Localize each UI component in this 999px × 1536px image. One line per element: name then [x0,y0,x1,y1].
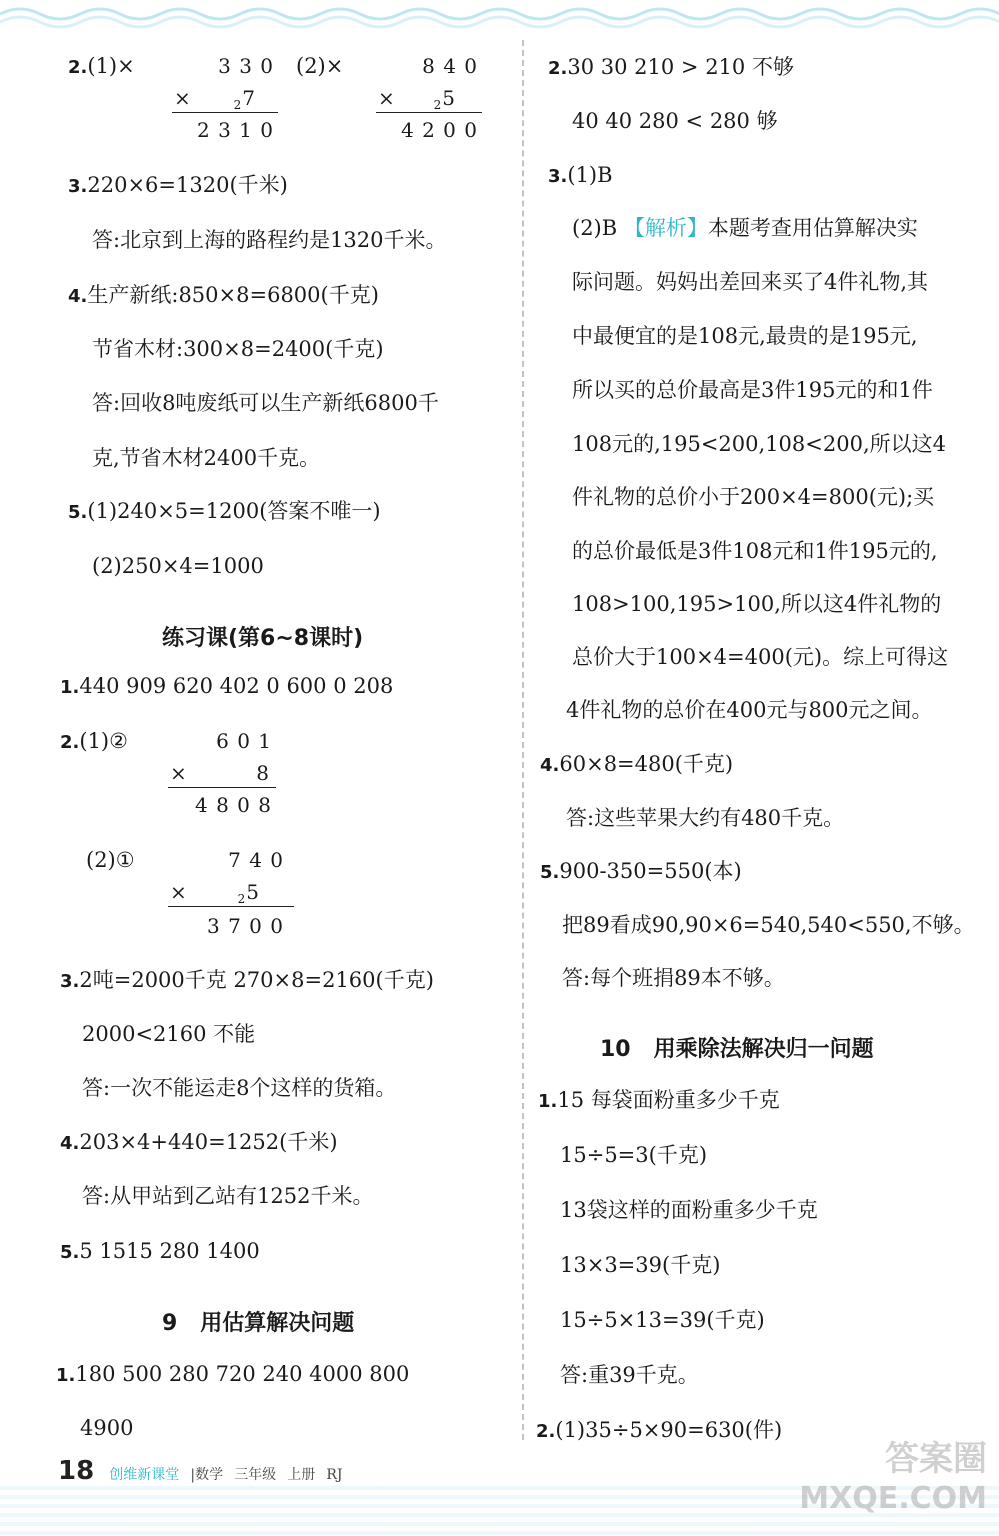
p2-part1: 2.(1)② [60,729,128,753]
question-number: 4. [540,755,560,776]
grade-label: 三年级 [234,1467,277,1483]
p3-line3: 答:一次不能运走8个这样的货箱。 [82,1076,397,1100]
product: 4 8 0 8 [195,793,272,817]
q2-part1-label: (1)× [87,54,135,78]
q2-left [68,56,135,77]
r-q3-analysis-line: 件礼物的总价小于200×4=800(元);买 [572,485,935,509]
times-sign: × [170,761,188,785]
question-number: 1. [56,1365,76,1386]
r-r2-line1: 2.(1)35÷5×90=630(件) [536,1418,783,1442]
r-q2-line2: 40 40 280 < 280 够 [572,109,778,133]
s1-line2: 4900 [80,1416,134,1440]
question-number: 5. [540,862,560,883]
question-number: 3. [60,971,80,992]
r-r1-line1: 1.15 每袋面粉重多少千克 [538,1088,780,1112]
rule-line [172,112,278,113]
vertical-multiplication-740x5 [166,850,294,940]
question-number: 2. [60,732,80,753]
r-q3-line2: (2)B 【解析】本题考查用估算解决实 [572,216,918,240]
times-sign: × [378,86,396,110]
section-heading-10: 10 用乘除法解决归一问题 [600,1037,874,1062]
p2-part2: (2)① [86,848,135,872]
page-number: 18 [58,1456,95,1486]
multiplicand: 7 4 0 [228,848,284,872]
r-q3-analysis-line: 108>100,195>100,所以这4件礼物的 [572,592,942,616]
rule-line [168,906,294,907]
r-q3-analysis-line: 中最便宜的是108元,最贵的是195元, [572,324,918,348]
q4-line4: 克,节省木材2400千克。 [92,446,321,470]
question-number: 5. [68,502,88,523]
multiplier: 5 [246,880,260,904]
question-number: 1. [538,1091,558,1112]
section-heading-9: 9 用估算解决问题 [162,1311,355,1336]
r-q3-analysis-line: 总价大于100×4=400(元)。综上可得这 [572,645,949,669]
question-number: 1. [60,677,80,698]
product: 2 3 1 0 [197,118,274,142]
q4-line2: 节省木材:300×8=2400(千克) [92,337,384,361]
r-r1-line6: 答:重39千克。 [560,1363,699,1387]
q4-line3: 答:回收8吨废纸可以生产新纸6800千 [92,391,439,415]
carry-digit: 2 [433,98,443,112]
r-r1-line3: 13袋这样的面粉重多少千克 [560,1198,818,1222]
times-sign: × [174,86,192,110]
r-q5-line3: 答:每个班捐89本不够。 [562,966,785,990]
r-q2-line1: 2.30 30 210 > 210 不够 [548,55,794,79]
vertical-multiplication-840x5 [372,56,482,146]
r-r1-line5: 15÷5×13=39(千克) [560,1308,765,1332]
r-q4-line1: 4.60×8=480(千克) [540,752,734,776]
question-number: 4. [68,286,88,307]
vertical-multiplication-601x8 [166,731,276,821]
times-sign: × [170,880,188,904]
r-q3-analysis-line: 108元的,195<200,108<200,所以这4 [572,432,946,456]
question-number: 5. [60,1242,80,1263]
r-r1-line2: 15÷5=3(千克) [560,1143,708,1167]
q3-line: 3.220×6=1320(千米) [68,173,288,197]
q5-line2: (2)250×4=1000 [92,554,264,578]
volume-label: 上册 [287,1467,316,1483]
p3-line1: 3.2吨=2000千克 270×8=2160(千克) [60,968,434,992]
product: 3 7 0 0 [207,914,284,938]
multiplicand: 8 4 0 [422,54,478,78]
edition-label: RJ [326,1467,343,1483]
multiplier: 7 [242,86,256,110]
q4-line1: 4.生产新纸:850×8=6800(千克) [68,283,379,307]
page-footer [58,1456,343,1486]
subject-label: |数学 [190,1467,224,1483]
column-divider [522,40,524,1440]
r-r1-line4: 13×3=39(千克) [560,1253,721,1277]
q3-answer: 答:北京到上海的路程约是1320千米。 [92,228,447,252]
analysis-tag: 【解析】 [623,216,708,240]
question-number: 3. [548,166,568,187]
p5-line: 5.5 1515 280 1400 [60,1239,260,1263]
multiplier: 5 [442,86,456,110]
vertical-multiplication-330x7 [168,56,278,146]
s1-line1: 1.180 500 280 720 240 4000 800 [56,1362,410,1386]
p4-line1: 4.203×4+440=1252(千米) [60,1130,338,1154]
r-q3-line1: 3.(1)B [548,163,613,187]
carry-digit: 2 [233,98,243,112]
r-q3-analysis-line: 所以买的总价最高是3件195元的和1件 [572,378,933,402]
r-q4-line2: 答:这些苹果大约有480千克。 [566,806,845,830]
q2-part2-label: (2)× [296,54,344,78]
q5-line1: 5.(1)240×5=1200(答案不唯一) [68,499,381,523]
multiplier: 8 [256,761,270,785]
rule-line [168,787,276,788]
multiplicand: 6 0 1 [216,729,272,753]
top-wave-decoration [0,0,999,30]
product: 4 2 0 0 [401,118,478,142]
question-number: 3. [68,176,88,197]
rule-line [376,112,482,113]
r-q3-analysis-line: 4件礼物的总价在400元与800元之间。 [566,698,933,722]
p3-line2: 2000<2160 不能 [82,1022,256,1046]
question-number: 2. [68,57,88,78]
r-q5-line2: 把89看成90,90×6=540,540<550,不够。 [562,913,975,937]
question-number: 2. [548,58,568,79]
r-q3-analysis-line: 际问题。妈妈出差回来买了4件礼物,其 [572,270,929,294]
p4-line2: 答:从甲站到乙站有1252千米。 [82,1184,374,1208]
question-number: 4. [60,1133,80,1154]
carry-digit: 2 [237,892,247,906]
r-q5-line1: 5.900-350=550(本) [540,859,742,883]
question-number: 2. [536,1421,556,1442]
multiplicand: 3 3 0 [218,54,274,78]
watermark-logo: 答案圈 MXQE.COM [799,1439,987,1516]
section-heading-practice: 练习课(第6~8课时) [162,626,364,651]
p1-line: 1.440 909 620 402 0 600 0 208 [60,674,394,698]
brand-name: 创维新课堂 [109,1467,180,1483]
r-q3-analysis-line: 的总价最低是3件108元和1件195元的, [572,539,938,563]
